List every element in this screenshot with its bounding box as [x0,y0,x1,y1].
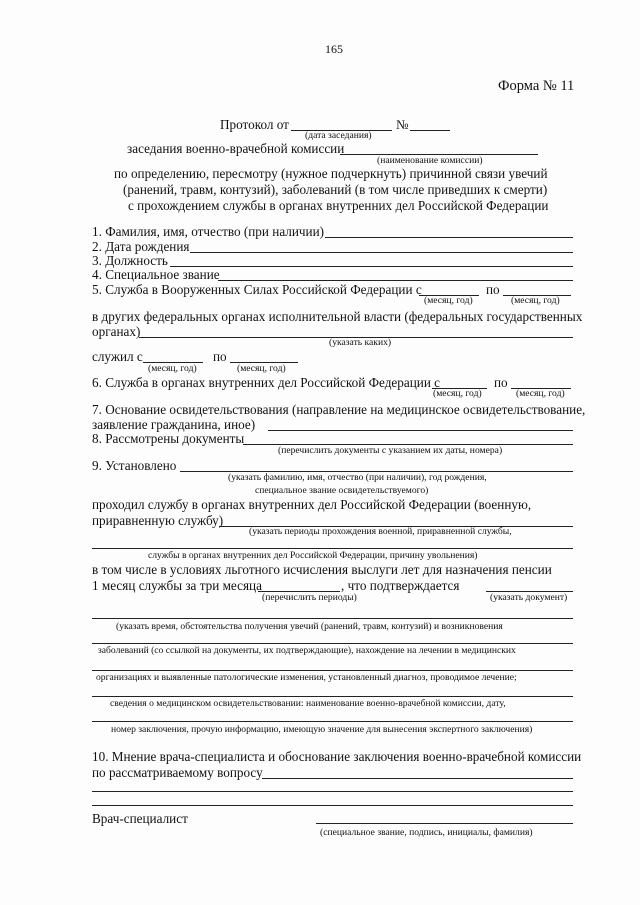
injury-caption-4: сведения о медицинском освидетельствовании: наименование военно-врачебной комиссии, дату, [110,698,506,709]
item-8-caption: (перечислить документы с указанием их даты, номера) [278,445,503,456]
item-7-line-1: 7. Основание освидетельствования (направление на медицинское освидетельствование, [92,402,586,417]
injury-caption-2: заболеваний (со ссылкой на документы, их подтверждающие), нахождение на лечении в медицинских [98,645,516,656]
served-from-caption: (месяц, год) [148,363,197,374]
item-5b-caption: (указать каких) [329,337,392,348]
item-10-line[interactable] [262,778,573,779]
item-1-line[interactable] [325,237,573,238]
item-7-line-2: заявление гражданина, иное) [92,417,256,432]
form-label: Форма № 11 [498,78,575,94]
item-6-to-label: по [494,375,508,390]
injury-caption-1: (указать время, обстоятельства получения увечий (ранений, травм, контузий) и возникновения [116,621,503,632]
item-6-to-caption: (месяц, год) [516,388,565,399]
item-4-line[interactable] [218,280,573,281]
page-number: 165 [325,42,343,56]
specify-doc-caption: (указать документ) [490,592,568,603]
item-5b-line-1: в других федеральных органах исполнительной власти (федеральных государственных [92,309,583,324]
served-caption-1: (указать периоды прохождения военной, приравненной службы, [249,526,512,537]
item-2-line[interactable] [190,252,573,253]
item-10-line-2: по рассматриваемому вопросу [92,765,263,780]
date-caption: (дата заседания) [305,130,372,141]
meeting-label: заседания военно-врачебной комиссии [127,141,345,156]
injury-caption-3: организациях и выявленные патологические изменения, установленный диагноз, проводимое лечение; [96,672,517,683]
item-4-label: 4. Специальное звание [92,267,220,282]
injury-line-1[interactable] [92,618,573,619]
item-1-label: 1. Фамилия, имя, отчество (при наличии) [92,224,325,239]
header-line-2: (ранений, травм, контузий), заболеваний (в том числе приведших к смерти) [123,182,548,197]
served-from-label: служил с [92,349,143,364]
served-to-caption: (месяц, год) [237,363,286,374]
item-10-line-2-field[interactable] [92,791,573,792]
served-to-label: по [213,349,227,364]
item-3-label: 3. Должность [92,253,168,268]
injury-line-5[interactable] [92,721,573,722]
pref-line-1: в том числе в условиях льготного исчисления выслуги лет для назначения пенсии [92,562,552,577]
specialist-label: Врач-специалист [92,811,188,826]
number-sign: № [396,117,409,132]
item-9-caption-1: (указать фамилию, имя, отчество (при наличии), год рождения, [228,472,487,483]
item-5-label: 5. Служба в Вооруженных Силах Российской Федерации с [92,282,422,297]
protocol-label: Протокол от [220,117,289,132]
item-2-label: 2. Дата рождения [92,239,190,254]
number-field-line[interactable] [410,130,450,131]
injury-line-3[interactable] [92,670,573,671]
item-9-caption-2: специальное звание освидетельствуемого) [255,485,429,496]
item-8-label: 8. Рассмотрены документы [92,431,245,446]
signature-caption: (специальное звание, подпись, инициалы, фамилия) [320,827,533,838]
item-6-from-caption: (месяц, год) [433,388,482,399]
item-10-line-1: 10. Мнение врача-специалиста и обоснование заключения военно-врачебной комиссии [92,749,582,764]
item-6-label: 6. Служба в органах внутренних дел Российской Федерации с [92,375,441,390]
item-5-to-caption: (месяц, год) [511,295,560,306]
header-line-1: по определению, пересмотру (нужное подчеркнуть) причинной связи увечий [114,166,548,181]
item-5-to-label: по [486,282,500,297]
item-9-label: 9. Установлено [92,458,177,473]
item-3-line[interactable] [170,266,573,267]
commission-caption: (наименование комиссии) [377,155,483,166]
signature-line[interactable] [316,823,573,824]
served-text-line-1: проходил службу в органах внутренних дел Российской Федерации (военную, [92,497,532,512]
injury-caption-5: номер заключения, прочую информацию, имеющую значение для вынесения экспертного заключения) [111,724,533,735]
served-caption-2: службы в органах внутренних дел Российской Федерации, причину увольнения) [148,550,478,561]
served-periods-line-2[interactable] [92,548,573,549]
injury-line-2[interactable] [92,643,573,644]
item-5b-line-2: органах) [92,324,141,339]
pref-line-2b: , что подтверждается [341,578,460,593]
item-10-line-3-field[interactable] [92,805,573,806]
header-line-3: с прохождением службы в органах внутренних дел Российской Федерации [128,198,549,213]
item-7-line[interactable] [268,430,573,431]
list-periods-caption: (перечислить периоды) [262,592,357,603]
pref-line-2a: 1 месяц службы за три месяца [92,578,262,593]
injury-line-4[interactable] [92,696,573,697]
served-text-line-2: приравненную службу) [92,513,224,528]
item-5-from-caption: (месяц, год) [424,295,473,306]
